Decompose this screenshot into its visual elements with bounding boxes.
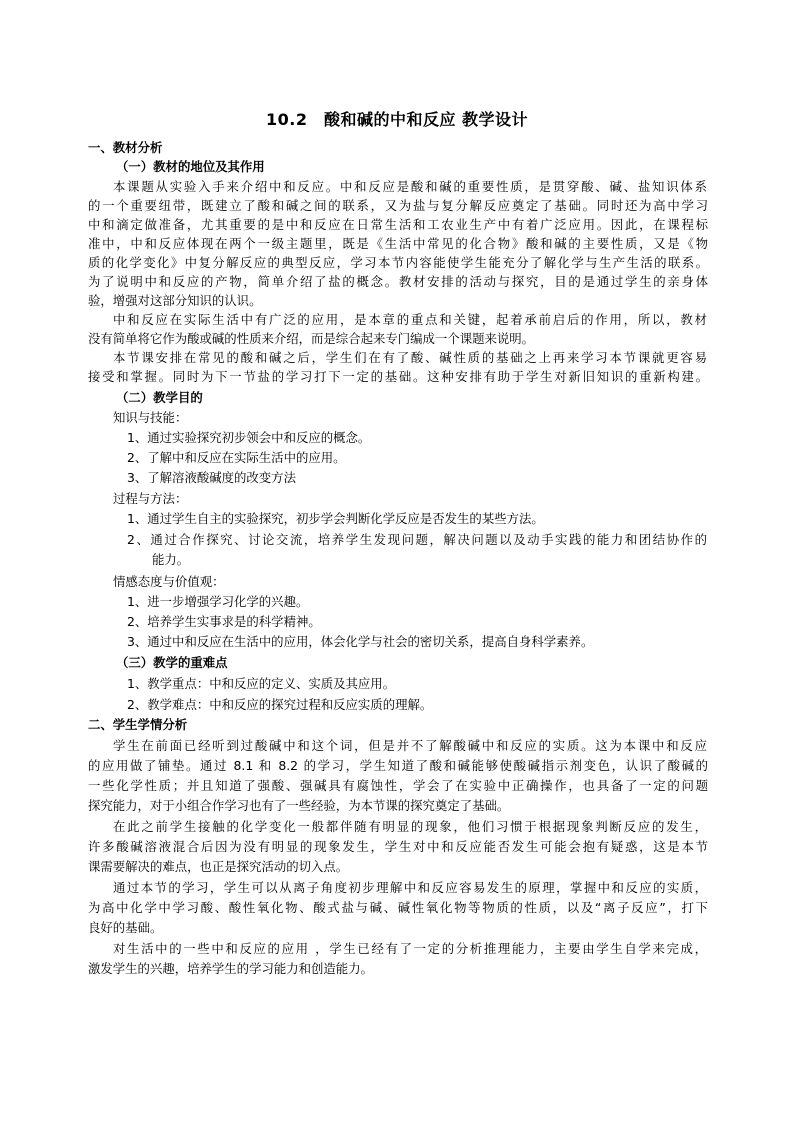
list-item: 1、通过实验探究初步领会中和反应的概念。 (127, 430, 371, 445)
objective-category-label: 情感态度与价值观： (113, 574, 225, 589)
paragraph-line: 在此之前学生接触的化学变化一般都伴随有明显的现象，他们习惯于根据现象判断反应的发生， (113, 819, 707, 834)
paragraph-line: 质的化学变化》中复分解反应的典型反应，学习本节内容能使学生能充分了解化学与生产生活的联系。 (88, 255, 708, 270)
paragraph-line: 接受和掌握。同时为下一节盐的学习打下一定的基础。这种安排有助于学生对新旧知识的重新构建。 (88, 369, 708, 384)
paragraph-line: 为高中化学中学习酸、酸性氧化物、酸式盐与碱、碱性氧化物等物质的性质，以及“离子反应”，打下 (88, 900, 708, 915)
paragraph-line: 学生在前面已经听到过酸碱中和这个词，但是并不了解酸碱中和反应的实质。这为本课中和反应 (113, 738, 707, 753)
paragraph-line: 许多酸碱溶液混合后因为没有明显的现象发生，学生对中和反应能否发生可能会抱有疑惑，这是本节 (88, 839, 708, 854)
list-item: 1、通过学生自主的实验探究，初步学会判断化学反应是否发生的某些方法。 (127, 511, 544, 526)
paragraph-line: 良好的基础。 (88, 920, 163, 935)
list-item: 3、通过中和反应在生活中的应用，体会化学与社会的密切关系，提高自身科学素养。 (127, 634, 594, 649)
paragraph-line: 中和滴定做准备，尤其重要的是中和反应在日常生活和工农业生产中有着广泛应用。因此，在课程标 (88, 217, 708, 232)
paragraph-line: 为了说明中和反应的产物，简单介绍了盐的概念。教材安排的活动与探究，目的是通过学生的亲身体 (88, 274, 708, 289)
section-heading-student-analysis: 二、学生学情分析 (88, 717, 188, 732)
paragraph-line: 验，增强对这部分知识的认识。 (88, 293, 262, 308)
list-item: 3、了解溶液酸碱度的改变方法 (127, 470, 296, 485)
list-item: 2、了解中和反应在实际生活中的应用。 (127, 450, 346, 465)
list-item: 2、培养学生实事求是的科学精神。 (127, 614, 321, 629)
list-item: 1、进一步增强学习化学的兴趣。 (127, 594, 309, 609)
paragraph-line: 一些化学性质；并且知道了强酸、强碱具有腐蚀性，学会了在实验中正确操作，也具备了一定的问题 (88, 778, 708, 793)
paragraph-line: 中和反应在实际生活中有广泛的应用，是本章的重点和关键，起着承前启后的作用，所以，教材 (113, 312, 707, 327)
list-item-continuation: 能力。 (152, 552, 190, 567)
paragraph-line: 准中，中和反应体现在两个一级主题里，既是《生活中常见的化合物》酸和碱的主要性质，又是《物 (88, 236, 708, 251)
document-title: 10.2 酸和碱的中和反应 教学设计 (265, 110, 529, 129)
objective-category-label: 知识与技能： (113, 410, 188, 425)
paragraph-line: 激发学生的兴趣，培养学生的学习能力和创造能力。 (88, 961, 373, 976)
subsection-heading-key-points: （三）教学的重难点 (116, 655, 228, 670)
list-item: 2、通过合作探究、讨论交流，培养学生发现问题，解决问题以及动手实践的能力和团结协作的 (127, 532, 707, 547)
section-heading-textbook-analysis: 一、教材分析 (88, 140, 163, 155)
paragraph-line: 没有简单将它作为酸或碱的性质来介绍，而是综合起来专门编成一个课题来说明。 (88, 331, 535, 346)
paragraph-line: 的应用做了铺垫。通过 8.1 和 8.2 的学习，学生知道了酸和碱能够使酸碱指示剂变色，认识了酸碱的 (88, 758, 708, 773)
paragraph-line: 通过本节的学习，学生可以从离子角度初步理解中和反应容易发生的原理，掌握中和反应的实质， (113, 880, 707, 895)
subsection-heading-role: （一）教材的地位及其作用 (116, 159, 265, 174)
paragraph-line: 探究能力，对于小组合作学习也有了一些经验，为本节课的探究奠定了基础。 (88, 798, 510, 813)
objective-category-label: 过程与方法： (113, 491, 188, 506)
subsection-heading-objectives: （二）教学目的 (116, 390, 203, 405)
list-item: 1、教学重点：中和反应的定义、实质及其应用。 (127, 676, 396, 691)
paragraph-line: 本课题从实验入手来介绍中和反应。中和反应是酸和碱的重要性质，是贯穿酸、碱、盐知识体系 (113, 179, 707, 194)
paragraph-line: 课需要解决的难点，也正是探究活动的切入点。 (88, 859, 349, 874)
list-item: 2、教学难点：中和反应的探究过程和反应实质的理解。 (127, 697, 433, 712)
paragraph-line: 本节课安排在常见的酸和碱之后，学生们在有了酸、碱性质的基础之上再来学习本节课就更容易 (113, 350, 707, 365)
paragraph-line: 对生活中的一些中和反应的应用 ，学生已经有了一定的分析推理能力，主要由学生自学来完成， (113, 941, 707, 956)
paragraph-line: 的一个重要纽带，既建立了酸和碱之间的联系，又为盐与复分解反应奠定了基础。同时还为高中学习 (88, 198, 708, 213)
